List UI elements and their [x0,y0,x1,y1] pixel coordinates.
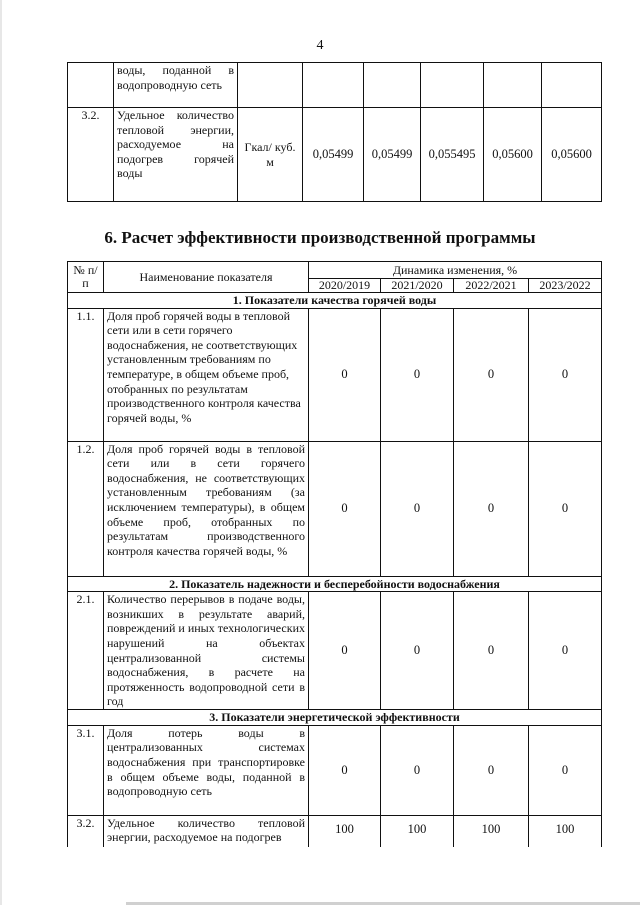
value-cell: 100 [529,815,602,847]
value-cell: 100 [454,815,529,847]
table-row [68,441,602,576]
indicator-name: Доля проб горячей воды в тепловой сети или в сети горячего водоснабжения, не соответствующих установленным требованиям по температуре, в общем объеме проб, отобранных по результатам производственного контроля качества горячей воды, % [104,308,309,441]
indicator-name: Доля потерь воды в централизованных системах водоснабжения при транспортировке в общем объеме воды, поданной в водопроводную сеть [104,725,309,815]
row-number: 2.1. [68,592,104,710]
row-number: 1.1. [68,308,104,441]
value-cell [364,63,421,108]
indicators-table-continued [67,62,602,202]
indicator-name: воды, поданной в водопроводную сеть [114,63,238,108]
header-row [68,262,602,279]
value-cell: 0 [381,308,454,441]
table-row [68,592,602,710]
header-year: 2023/2022 [529,279,602,293]
section-heading: 2. Показатель надежности и бесперебойности водоснабжения [68,576,602,592]
value-cell [303,63,364,108]
header-num: № п/п [68,262,104,293]
row-number: 3.1. [68,725,104,815]
header-dynamics: Динамика изменения, % [309,262,602,279]
value-cell: 0 [529,725,602,815]
table-row [68,63,602,108]
value-cell [542,63,602,108]
section-row [68,710,602,726]
value-cell: 0 [529,441,602,576]
value-cell: 0 [454,441,529,576]
value-cell: 0 [381,592,454,710]
value-cell: 0,055495 [421,108,484,202]
value-cell: 0 [454,725,529,815]
header-year: 2020/2019 [309,279,381,293]
section-row [68,576,602,592]
value-cell: 0,05600 [484,108,542,202]
indicator-name: Удельное количество тепловой энергии, расходуемое на подогрев [104,815,309,847]
value-cell: 0 [529,592,602,710]
row-number: 3.2. [68,815,104,847]
section-heading: 1. Показатели качества горячей воды [68,293,602,309]
row-number: 3.2. [68,108,114,202]
header-year: 2021/2020 [381,279,454,293]
value-cell: 0 [309,592,381,710]
value-cell [484,63,542,108]
header-name: Наименование показателя [104,262,309,293]
table-row [68,815,602,847]
row-number [68,63,114,108]
value-cell: 0,05499 [303,108,364,202]
table-row [68,108,602,202]
value-cell [421,63,484,108]
efficiency-table [67,261,602,847]
value-cell: 0,05499 [364,108,421,202]
indicator-name: Удельное количество тепловой энергии, расходуемое на подогрев горячей воды [114,108,238,202]
header-year: 2022/2021 [454,279,529,293]
value-cell: 0,05600 [542,108,602,202]
section-title: 6. Расчет эффективности производственной программы [104,228,536,247]
section-row [68,293,602,309]
indicator-name: Количество перерывов в подаче воды, возникших в результате аварий, повреждений и иных технологических нарушений на объектах централизованной системы водоснабжения, в расчете на протяженность водопроводной сети в год [104,592,309,710]
value-cell: 0 [454,308,529,441]
row-number: 1.2. [68,441,104,576]
value-cell: 0 [454,592,529,710]
value-cell: 0 [381,441,454,576]
value-cell: 0 [309,725,381,815]
indicator-name: Доля проб горячей воды в тепловой сети или в сети горячего водоснабжения, не соответствующих установленным требованиям (за исключением температуры), в общем объеме проб, отобранных по результатам производственного контроля качества горячей воды, % [104,441,309,576]
unit-cell [238,63,303,108]
unit-cell: Гкал/ куб. м [238,108,303,202]
value-cell: 100 [309,815,381,847]
value-cell: 100 [381,815,454,847]
scan-edge [0,0,2,905]
value-cell: 0 [309,441,381,576]
section-heading: 3. Показатели энергетической эффективности [68,710,602,726]
table-row [68,308,602,441]
page-number: 4 [316,38,324,53]
value-cell: 0 [309,308,381,441]
table-row [68,725,602,815]
value-cell: 0 [529,308,602,441]
value-cell: 0 [381,725,454,815]
